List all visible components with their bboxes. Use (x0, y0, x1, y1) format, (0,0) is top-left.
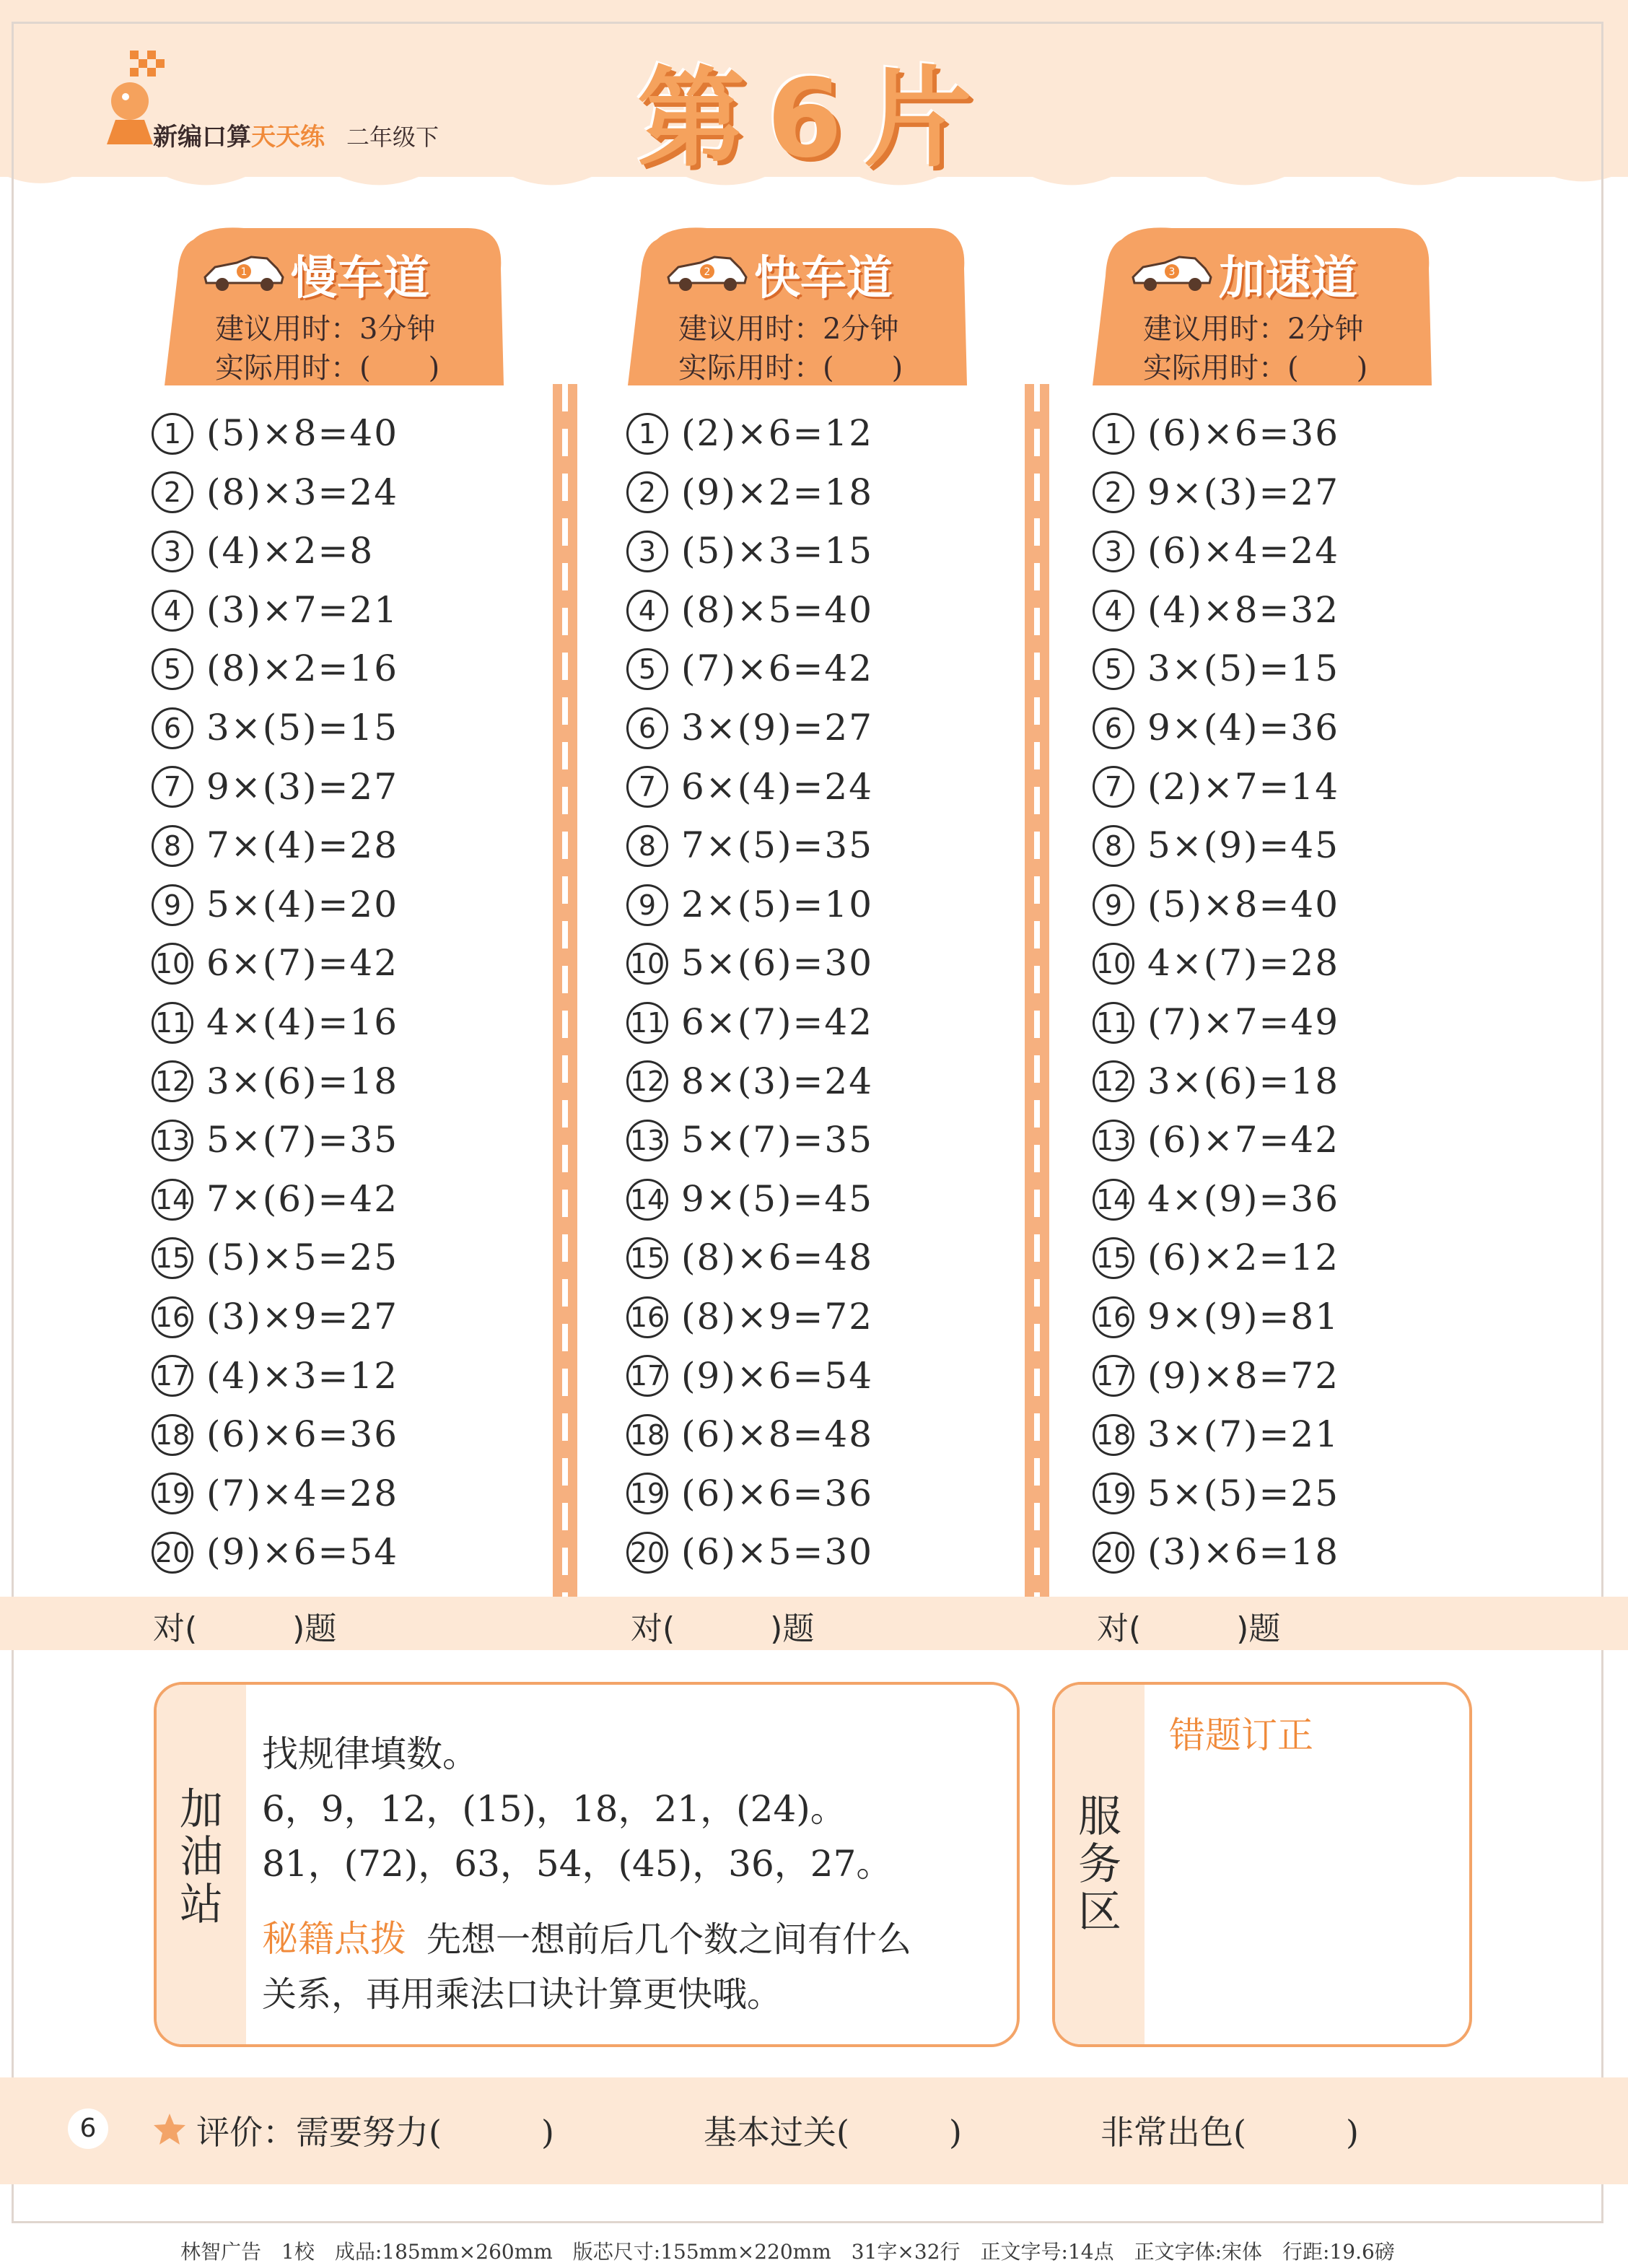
problem-number: 12 (1093, 1060, 1134, 1102)
score-slow: 对( )题 (153, 1610, 337, 1647)
problem-item (626, 1465, 937, 1524)
problem-item (152, 1405, 462, 1465)
problem-number: 20 (1093, 1532, 1134, 1574)
problem-item (1093, 876, 1403, 935)
problem-item (626, 404, 937, 463)
problem-expression: (6)×2=12 (1147, 1237, 1340, 1279)
problem-number: 19 (1093, 1473, 1134, 1514)
problem-item (1093, 1405, 1403, 1465)
problem-number: 14 (152, 1179, 193, 1221)
problem-item (626, 1347, 937, 1406)
problem-item (1093, 816, 1403, 876)
problem-expression: (7)×4=28 (206, 1472, 399, 1514)
problem-item (1093, 581, 1403, 640)
lane-title: 加速道 (1219, 252, 1357, 305)
problem-expression: 3×(9)=27 (681, 706, 874, 749)
problem-expression: 7×(4)=28 (206, 824, 399, 867)
problem-item (152, 816, 462, 876)
actual-time: 实际用时：( ) (678, 352, 903, 385)
problem-number: 1 (1093, 413, 1134, 455)
problem-expression: (4)×8=32 (1147, 588, 1340, 631)
problem-item (152, 1170, 462, 1229)
problem-number: 8 (152, 825, 193, 867)
problem-item (626, 1288, 937, 1347)
race-car-icon (201, 253, 286, 292)
lane-title: 慢车道 (291, 252, 429, 305)
problem-expression: 4×(7)=28 (1147, 942, 1340, 985)
problem-expression: 9×(4)=36 (1147, 706, 1340, 749)
problem-number: 3 (1093, 531, 1134, 572)
problem-expression: 9×(9)=81 (1147, 1295, 1340, 1338)
race-car-icon (664, 253, 749, 292)
problem-expression: (6)×4=24 (1147, 530, 1340, 572)
problem-expression: (8)×2=16 (206, 647, 399, 690)
problem-number: 13 (626, 1120, 668, 1161)
tip-line-1 (262, 1911, 1005, 1967)
problem-expression: (4)×3=12 (206, 1354, 399, 1397)
tip-title: 秘籍点拨 (262, 1918, 406, 1960)
problem-item (1093, 1288, 1403, 1347)
problem-item (626, 522, 937, 581)
eval-needs-effort: 评价：需要努力( ) (196, 2113, 554, 2152)
problem-expression: (7)×6=42 (681, 647, 874, 690)
problem-list-fast (626, 404, 937, 1582)
problem-number: 9 (626, 884, 668, 926)
problem-item (152, 1465, 462, 1524)
tip-text-1: 先想一想前后几个数之间有什么 (426, 1919, 912, 1960)
problem-item (1093, 993, 1403, 1052)
problem-item (152, 404, 462, 463)
station-content (262, 1727, 1005, 2022)
problem-expression: 3×(5)=15 (1147, 647, 1340, 690)
problem-item (626, 758, 937, 817)
car-number: 1 (240, 266, 248, 278)
problem-number: 2 (152, 471, 193, 513)
problem-expression: 7×(5)=35 (681, 824, 874, 867)
lane-header-slow (165, 225, 504, 385)
problem-number: 1 (152, 413, 193, 455)
race-car-icon (1129, 253, 1214, 292)
problem-number: 20 (626, 1532, 668, 1574)
problem-expression: (5)×5=25 (206, 1237, 399, 1279)
problem-expression: (3)×6=18 (1147, 1531, 1340, 1574)
problem-item (626, 581, 937, 640)
problem-number: 16 (152, 1296, 193, 1338)
problem-number: 16 (626, 1296, 668, 1338)
problem-item (626, 934, 937, 993)
problem-item (152, 1347, 462, 1406)
lane-header-accelerate (1093, 225, 1432, 385)
problem-expression: (7)×7=49 (1147, 1000, 1340, 1043)
problem-expression: 5×(9)=45 (1147, 824, 1340, 867)
problem-item (626, 1229, 937, 1288)
problem-expression: 5×(4)=20 (206, 883, 399, 925)
problem-expression: 8×(3)=24 (681, 1060, 874, 1102)
problem-number: 6 (1093, 707, 1134, 749)
problem-number: 4 (1093, 590, 1134, 632)
problem-number: 1 (626, 413, 668, 455)
problem-item (1093, 934, 1403, 993)
problem-expression: (6)×7=42 (1147, 1119, 1340, 1161)
problem-expression: (5)×8=40 (206, 412, 399, 454)
problem-number: 4 (152, 590, 193, 632)
correction-title: 错题订正 (1169, 1714, 1313, 1756)
problem-expression: (8)×5=40 (681, 588, 874, 631)
problem-number: 5 (1093, 648, 1134, 690)
problem-number: 13 (152, 1120, 193, 1161)
problem-expression: 6×(7)=42 (681, 1000, 874, 1043)
problem-number: 12 (626, 1060, 668, 1102)
gas-station-box (154, 1682, 1020, 2047)
problem-expression: 9×(5)=45 (681, 1177, 874, 1220)
problem-number: 4 (626, 590, 668, 632)
problem-expression: 5×(6)=30 (681, 942, 874, 985)
problem-number: 2 (626, 471, 668, 513)
problem-expression: 3×(6)=18 (1147, 1060, 1340, 1102)
problem-expression: 3×(7)=21 (1147, 1413, 1340, 1456)
problem-expression: 3×(5)=15 (206, 706, 399, 749)
problem-item (626, 993, 937, 1052)
problem-number: 14 (626, 1179, 668, 1221)
problem-number: 9 (152, 884, 193, 926)
service-label: 服务区 (1078, 1792, 1121, 1937)
lane-title: 快车道 (754, 252, 893, 305)
problem-expression: 4×(4)=16 (206, 1000, 399, 1043)
car-number: 3 (1168, 266, 1176, 278)
problem-number: 5 (152, 648, 193, 690)
problem-expression: (5)×8=40 (1147, 883, 1340, 925)
problem-number: 7 (1093, 766, 1134, 808)
problem-number: 17 (1093, 1355, 1134, 1397)
problem-expression: (4)×2=8 (206, 530, 375, 572)
problem-item (626, 816, 937, 876)
brand-name-accent: 天天练 (251, 123, 325, 152)
problem-number: 11 (152, 1002, 193, 1044)
problem-number: 7 (152, 766, 193, 808)
problem-expression: 6×(7)=42 (206, 942, 399, 985)
problem-item (152, 1523, 462, 1582)
problem-item (1093, 1465, 1403, 1524)
problem-item (152, 1229, 462, 1288)
problem-item (1093, 1523, 1403, 1582)
problem-item (626, 876, 937, 935)
problem-expression: (9)×6=54 (206, 1531, 399, 1574)
problem-item (626, 1405, 937, 1465)
road-divider (1020, 384, 1054, 1597)
problem-expression: 7×(6)=42 (206, 1177, 399, 1220)
road-dash (1034, 384, 1040, 1597)
problem-item (626, 463, 937, 523)
problem-item (152, 522, 462, 581)
problem-number: 6 (152, 707, 193, 749)
problem-number: 9 (1093, 884, 1134, 926)
problem-number: 11 (626, 1002, 668, 1044)
problem-number: 15 (1093, 1237, 1134, 1279)
sequence-1: 6，9，12，(15)，18，21，(24)。 (262, 1788, 846, 1830)
problem-number: 18 (1093, 1414, 1134, 1456)
problem-expression: (9)×6=54 (681, 1354, 874, 1397)
problem-number: 15 (626, 1237, 668, 1279)
brand-text (153, 117, 439, 152)
problem-expression: 5×(7)=35 (681, 1119, 874, 1161)
problem-number: 6 (626, 707, 668, 749)
problem-expression: (2)×6=12 (681, 412, 874, 454)
car-number: 2 (704, 266, 711, 278)
problem-item (1093, 640, 1403, 699)
problem-item (1093, 1347, 1403, 1406)
problem-number: 18 (626, 1414, 668, 1456)
tip-block (262, 1911, 1005, 2022)
problem-item (1093, 758, 1403, 817)
problem-expression: (8)×3=24 (206, 471, 399, 513)
problem-expression: (6)×6=36 (1147, 412, 1340, 454)
problem-item (1093, 1052, 1403, 1112)
problem-expression: (6)×6=36 (681, 1472, 874, 1514)
problem-expression: 6×(4)=24 (681, 765, 874, 808)
problem-number: 3 (152, 531, 193, 572)
suggested-time: 建议用时：2分钟 (678, 313, 899, 346)
score-accelerate: 对( )题 (1097, 1610, 1281, 1647)
problem-expression: 2×(5)=10 (681, 883, 874, 925)
problem-expression: (3)×7=21 (206, 588, 399, 631)
problem-expression: 5×(7)=35 (206, 1119, 399, 1161)
problem-expression: (9)×2=18 (681, 471, 874, 513)
station-instruction: 找规律填数。 (262, 1733, 478, 1775)
sequence-2: 81，(72)，63，54，(45)，36，27。 (262, 1843, 893, 1885)
tip-text-2: 关系，再用乘法口诀计算更快哦。 (262, 1974, 782, 2015)
problem-number: 17 (626, 1355, 668, 1397)
problem-item (152, 758, 462, 817)
problem-item (152, 934, 462, 993)
print-meta: 林智广告 1校 成品:185mm×260mm 版芯尺寸:155mm×220mm 31字×32行 正文字号:14点 正文字体:宋体 行距:19.6磅 (180, 2240, 1395, 2264)
problem-item (1093, 404, 1403, 463)
problem-expression: (5)×3=15 (681, 530, 874, 572)
brand-name: 新编口算 (153, 123, 251, 152)
problem-list-accelerate (1093, 404, 1403, 1582)
problem-item (626, 1170, 937, 1229)
suggested-time: 建议用时：3分钟 (215, 313, 436, 346)
problem-item (152, 876, 462, 935)
problem-number: 17 (152, 1355, 193, 1397)
problem-expression: (3)×9=27 (206, 1295, 399, 1338)
brand-logo (101, 51, 476, 159)
problem-item (626, 699, 937, 758)
problem-item (152, 993, 462, 1052)
problem-item (1093, 522, 1403, 581)
problem-number: 2 (1093, 471, 1134, 513)
score-fast: 对( )题 (631, 1610, 815, 1647)
problem-number: 19 (152, 1473, 193, 1514)
eval-basic-pass: 基本过关( ) (704, 2113, 962, 2152)
eval-excellent: 非常出色( ) (1100, 2113, 1359, 2152)
problem-item (1093, 463, 1403, 523)
problem-number: 16 (1093, 1296, 1134, 1338)
star-icon (152, 2111, 188, 2147)
problem-expression: (8)×6=48 (681, 1237, 874, 1279)
problem-item (1093, 1170, 1403, 1229)
problem-expression: 9×(3)=27 (206, 765, 399, 808)
problem-number: 8 (626, 825, 668, 867)
suggested-time: 建议用时：2分钟 (1143, 313, 1364, 346)
problem-number: 11 (1093, 1002, 1134, 1044)
station-label: 加油站 (180, 1784, 223, 1930)
problem-number: 19 (626, 1473, 668, 1514)
problem-item (152, 1288, 462, 1347)
problem-item (152, 1111, 462, 1170)
problem-number: 15 (152, 1237, 193, 1279)
problem-number: 18 (152, 1414, 193, 1456)
problem-number: 10 (152, 943, 193, 985)
problem-item (152, 1052, 462, 1112)
lane-header-fast (628, 225, 967, 385)
problem-number: 20 (152, 1532, 193, 1574)
problem-item (152, 699, 462, 758)
actual-time: 实际用时：( ) (215, 352, 440, 385)
problem-item (152, 581, 462, 640)
page-number: 6 (68, 2108, 108, 2149)
problem-number: 5 (626, 648, 668, 690)
problem-item (152, 463, 462, 523)
problem-item (152, 640, 462, 699)
problem-number: 8 (1093, 825, 1134, 867)
road-dash (562, 384, 568, 1597)
problem-number: 10 (1093, 943, 1134, 985)
problem-item (1093, 1229, 1403, 1288)
problem-item (626, 1111, 937, 1170)
problem-expression: 9×(3)=27 (1147, 471, 1340, 513)
problem-number: 14 (1093, 1179, 1134, 1221)
problem-item (1093, 1111, 1403, 1170)
problem-expression: (9)×8=72 (1147, 1354, 1340, 1397)
page-title: 第6片 (636, 56, 994, 182)
road-divider (548, 384, 582, 1597)
problem-expression: 4×(9)=36 (1147, 1177, 1340, 1220)
problem-item (626, 1052, 937, 1112)
problem-number: 10 (626, 943, 668, 985)
problem-expression: 5×(5)=25 (1147, 1472, 1340, 1514)
problem-number: 7 (626, 766, 668, 808)
problem-number: 3 (626, 531, 668, 572)
problem-expression: (6)×5=30 (681, 1531, 874, 1574)
problem-item (1093, 699, 1403, 758)
problem-expression: (8)×9=72 (681, 1295, 874, 1338)
problem-list-slow (152, 404, 462, 1582)
problem-item (626, 1523, 937, 1582)
problem-expression: (6)×8=48 (681, 1413, 874, 1456)
actual-time: 实际用时：( ) (1143, 352, 1368, 385)
problem-item (626, 640, 937, 699)
problem-number: 13 (1093, 1120, 1134, 1161)
service-area-box (1052, 1682, 1472, 2047)
problem-expression: 3×(6)=18 (206, 1060, 399, 1102)
problem-expression: (2)×7=14 (1147, 765, 1340, 808)
problem-number: 12 (152, 1060, 193, 1102)
problem-expression: (6)×6=36 (206, 1413, 399, 1456)
grade-label: 二年级下 (346, 123, 439, 151)
